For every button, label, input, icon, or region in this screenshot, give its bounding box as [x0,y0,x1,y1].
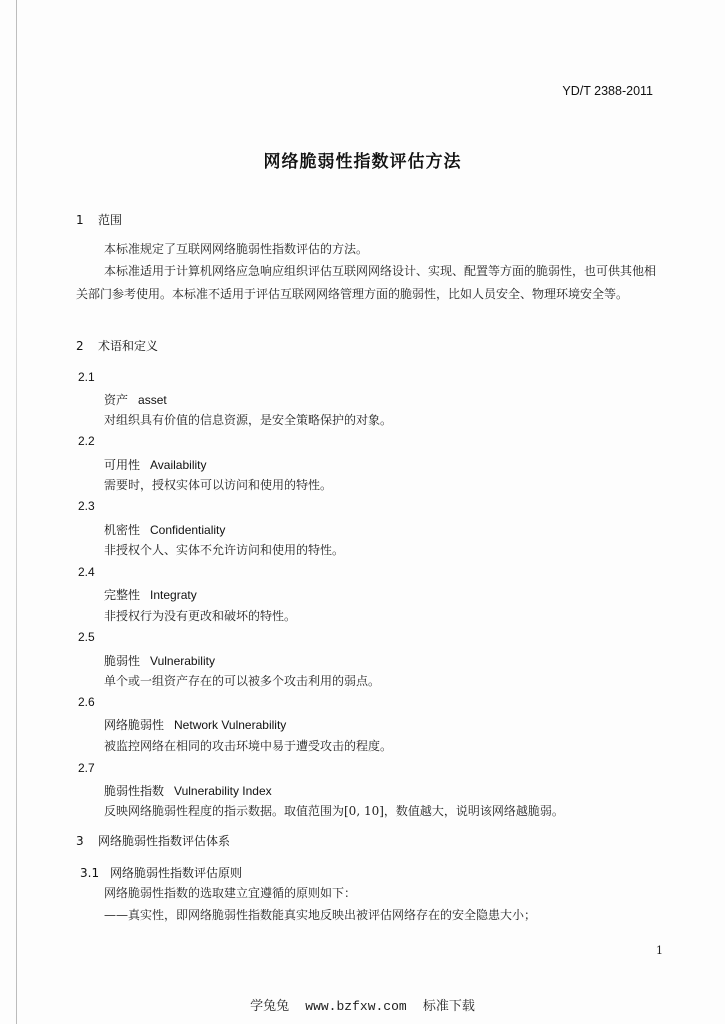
footer-site-link[interactable]: www.bzfxw.com [305,999,407,1014]
term-en: Integraty [150,588,197,602]
page-number: 1 [656,944,663,957]
term-en: Availability [150,458,207,472]
term-en: Confidentiality [150,523,226,537]
term-definition: 对组织具有价值的信息资源，是安全策略保护的对象。 [104,413,393,427]
term-entry [104,586,197,603]
section-number: 3 [76,834,84,848]
term-definition: 被监控网络在相同的攻击环境中易于遭受攻击的程度。 [104,739,393,753]
principle-intro: 网络脆弱性指数的选取建立宜遵循的原则如下： [104,886,357,900]
clause-number: 2.6 [78,695,95,709]
term-zh: 可用性 [104,458,141,472]
section-1-paragraph-2: 本标准适用于计算机网络应急响应组织评估互联网网络设计、实现、配置等方面的脆弱性，也可供其他相关部门参考使用。本标准不适用于评估互联网网络管理方面的脆弱性，比如人员安全、物理环境安全等。 [76,264,657,301]
clause-number: 2.7 [78,761,95,775]
footer-left: 学兔兔 [250,999,290,1014]
term-en: Vulnerability Index [174,784,272,798]
term-entry [104,652,215,669]
term-en: Network Vulnerability [174,718,287,732]
term-zh: 网络脆弱性 [104,718,165,732]
subsection-number: 3.1 [80,866,100,880]
term-zh: 完整性 [104,588,141,602]
term-definition: 非授权行为没有更改和破坏的特性。 [104,609,297,623]
clause-number: 2.1 [78,370,95,384]
term-definition: 单个或一组资产存在的可以被多个攻击利用的弱点。 [104,674,381,688]
term-definition: 非授权个人、实体不允许访问和使用的特性。 [104,543,345,557]
subsection-title: 网络脆弱性指数评估原则 [110,866,243,880]
footer-watermark [0,995,725,1014]
term-entry [104,456,207,473]
term-en: Vulnerability [150,654,215,668]
footer-right: 标准下载 [422,999,475,1014]
section-title: 范围 [98,213,123,227]
doc-code: YD/T 2388-2011 [562,84,653,98]
term-zh: 机密性 [104,523,141,537]
section-1-heading [76,211,122,228]
section-1-paragraph-1: 本标准规定了互联网网络脆弱性指数评估的方法。 [104,242,369,256]
page-title: 网络脆弱性指数评估方法 [263,152,462,172]
clause-number: 2.4 [78,565,95,579]
section-number: 2 [76,339,84,353]
section-3-heading [76,832,230,849]
term-entry [104,521,225,538]
clause-number: 2.3 [78,499,95,513]
section-title: 网络脆弱性指数评估体系 [98,834,231,848]
clause-number: 2.2 [78,434,95,448]
term-zh: 脆弱性 [104,654,141,668]
term-entry [104,782,272,799]
section-2-heading [76,337,158,354]
term-zh: 资产 [104,393,129,407]
term-definition: 需要时，授权实体可以访问和使用的特性。 [104,478,333,492]
section-title: 术语和定义 [98,339,159,353]
term-entry [104,391,167,408]
clause-number: 2.5 [78,630,95,644]
principle-item: ——真实性，即网络脆弱性指数能真实地反映出被评估网络存在的安全隐患大小； [104,908,537,922]
term-en: asset [138,393,167,407]
subsection-3-1-heading [80,864,242,881]
term-entry [104,716,286,733]
section-number: 1 [76,213,84,227]
term-zh: 脆弱性指数 [104,784,165,798]
term-definition: 反映网络脆弱性程度的指示数据。取值范围为[0, 10]，数值越大，说明该网络越脆弱。 [104,804,564,818]
